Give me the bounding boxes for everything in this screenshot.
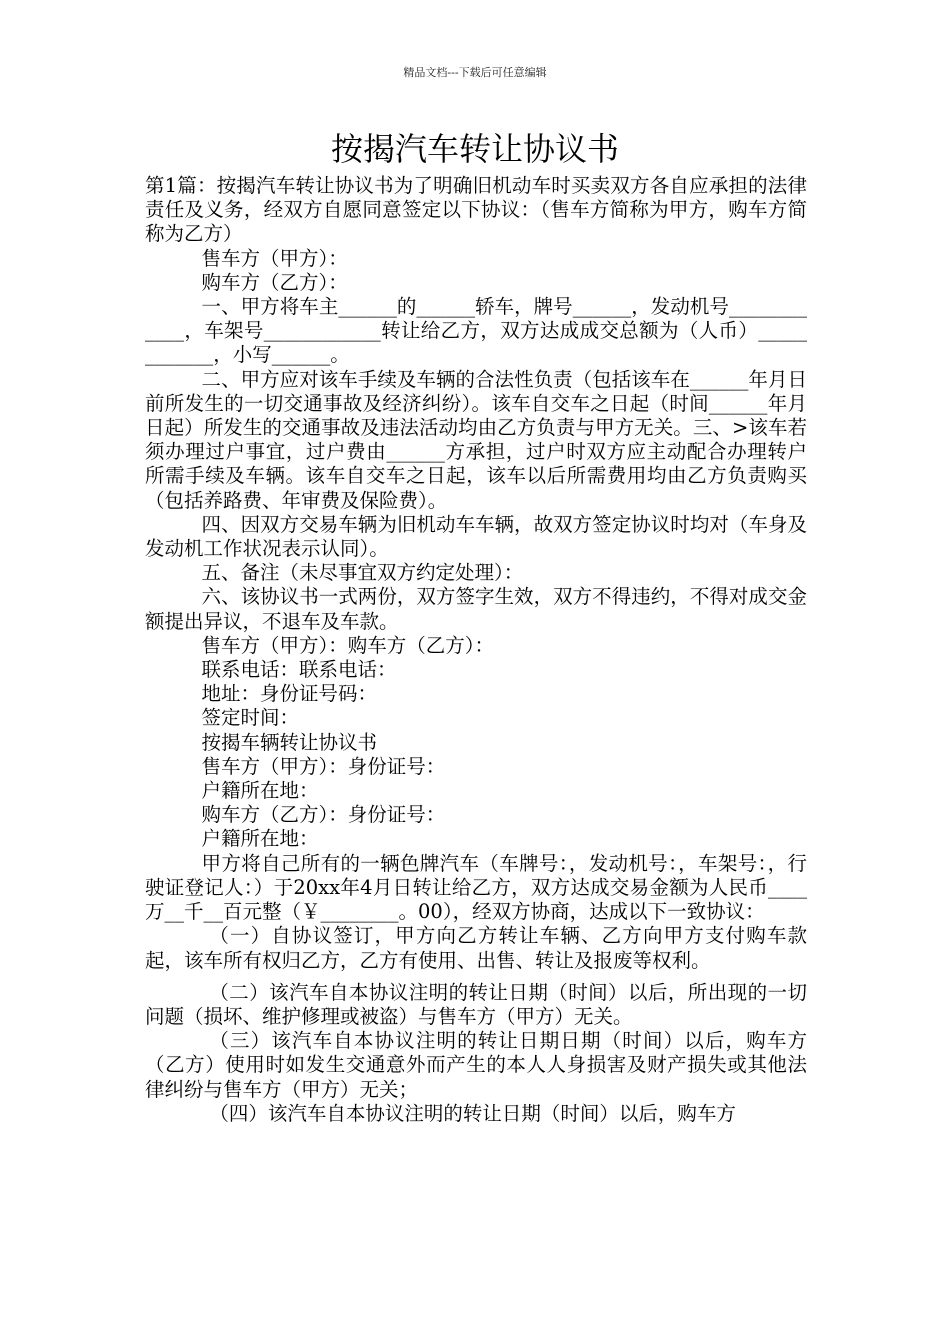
header-note: 精品文档---下载后可任意编辑 — [403, 66, 547, 79]
paragraph-item-1: （一）自协议签订，甲方向乙方转让车辆、乙方向甲方支付购车款起，该车所有权归乙方，乙方有使用、出售、转让及报废等权利。 — [145, 924, 807, 972]
paragraph-buyer-id: 购车方（乙方）：身份证号： — [201, 803, 446, 827]
paragraph-signature-parties: 售车方（甲方）：购车方（乙方）： — [201, 633, 495, 657]
paragraph-buyer: 购车方（乙方）： — [201, 270, 348, 294]
paragraph-clause-1: 一、甲方将车主______的______轿车，牌号______，发动机号____________，车架号____________转让给乙方，双方达成成交总额为（人币）____________，小写______。 — [145, 295, 807, 367]
paragraph-item-2: （二）该汽车自本协议注明的转让日期（时间）以后，所出现的一切问题（损坏、维护修理或被盗）与售车方（甲方）无关。 — [145, 980, 807, 1028]
paragraph-intro: 第1篇：按揭汽车转让协议书为了明确旧机动车时买卖双方各自应承担的法律责任及义务，经双方自愿同意签定以下协议：（售车方简称为甲方，购车方简称为乙方） — [145, 174, 807, 246]
paragraph-buyer-residence: 户籍所在地： — [201, 827, 319, 851]
paragraph-sign-date: 签定时间： — [201, 706, 300, 730]
paragraph-phone: 联系电话：联系电话： — [201, 658, 397, 682]
paragraph-address: 地址：身份证号码： — [201, 682, 378, 706]
paragraph-clause-2: 二、甲方应对该车手续及车辆的合法性负责（包括该车在______年月日前所发生的一切交通事故及经济纠纷）。该车自交车之日起（时间______年月日起）所发生的交通事故及违法活动均由乙方负责与甲方无关。三、>该车若须办理过户事宜，过户费由______方承担，过户时双方应主动配合办理转户所需手续及车辆。该车自交车之日起，该车以后所需费用均由乙方负责购买（包括养路费、年审费及保险费）。 — [145, 367, 807, 512]
paragraph-item-3: （三）该汽车自本协议注明的转让日期日期（时间）以后，购车方（乙方）使用时如发生交通意外而产生的本人人身损害及财产损失或其他法律纠纷与售车方（甲方）无关； — [145, 1029, 807, 1101]
paragraph-seller-residence: 户籍所在地： — [201, 779, 319, 803]
paragraph-seller-id: 售车方（甲方）：身份证号： — [201, 754, 446, 778]
paragraph-seller: 售车方（甲方）： — [201, 246, 348, 270]
paragraph-transfer-terms: 甲方将自己所有的一辆色牌汽车（车牌号：，发动机号：，车架号：，行驶证登记人：）于20xx年4月日转让给乙方，双方达成交易金额为人民币____万__千__百元整（￥________。00），经双方协商，达成以下一致协议： — [145, 851, 807, 924]
paragraph-clause-6: 六、该协议书一式两份，双方签字生效，双方不得违约，不得对成交金额提出异议，不退车及车款。 — [145, 585, 807, 633]
paragraph-clause-4: 四、因双方交易车辆为旧机动车车辆，故双方签定协议时均对（车身及发动机工作状况表示认同）。 — [145, 512, 807, 561]
paragraph-second-title: 按揭车辆转让协议书 — [201, 730, 378, 754]
document-body — [145, 174, 807, 1126]
paragraph-item-4: （四）该汽车自本协议注明的转让日期（时间）以后，购车方 — [209, 1101, 736, 1125]
document-title: 按揭汽车转让协议书 — [330, 130, 619, 168]
paragraph-clause-5: 五、备注（未尽事宜双方约定处理）： — [201, 561, 524, 585]
